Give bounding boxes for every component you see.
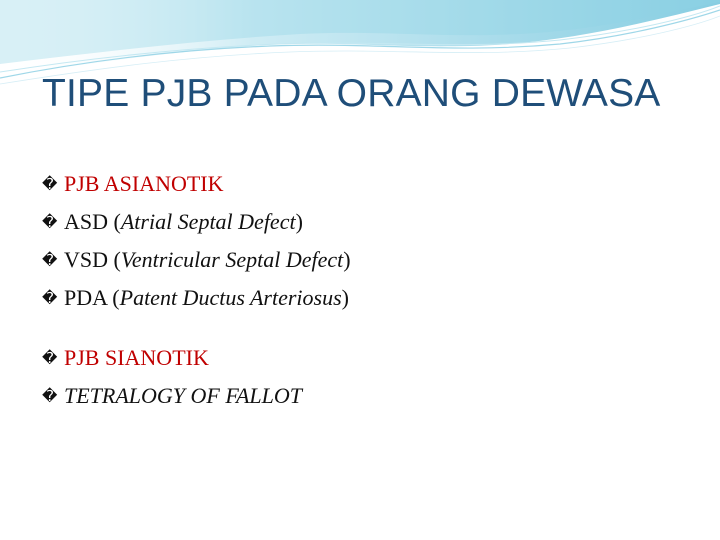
item-close-paren: ) [341, 285, 349, 310]
item-close-paren: ) [343, 247, 351, 272]
item-abbreviation: ASD [64, 209, 109, 234]
item-label: TETRALOGY OF FALLOT [64, 383, 302, 408]
bullet-icon: � [42, 349, 58, 367]
section-heading-label: PJB ASIANOTIK [64, 171, 224, 196]
section-heading-sianotik [42, 339, 682, 377]
bullet-icon: � [42, 175, 58, 193]
item-full-name: Patent Ductus Arteriosus [119, 285, 342, 310]
section-spacer [42, 317, 682, 339]
list-item-pda [42, 279, 682, 317]
item-abbreviation: VSD [64, 247, 109, 272]
slide-title: TIPE PJB PADA ORANG DEWASA [42, 72, 661, 115]
bullet-icon: � [42, 387, 58, 405]
item-open-paren: ( [108, 209, 121, 234]
item-full-name: Ventricular Septal Defect [120, 247, 344, 272]
list-item-asd [42, 203, 682, 241]
slide-body [42, 165, 682, 415]
item-full-name: Atrial Septal Defect [120, 209, 296, 234]
list-item-tetralogy [42, 377, 682, 415]
item-open-paren: ( [106, 285, 120, 310]
item-close-paren: ) [295, 209, 303, 234]
bullet-icon: � [42, 213, 58, 231]
list-item-vsd [42, 241, 682, 279]
bullet-icon: � [42, 251, 58, 269]
item-open-paren: ( [108, 247, 121, 272]
section-heading-asianotik [42, 165, 682, 203]
item-abbreviation: PDA [64, 285, 107, 310]
bullet-icon: � [42, 289, 58, 307]
section-heading-label: PJB SIANOTIK [64, 345, 209, 370]
